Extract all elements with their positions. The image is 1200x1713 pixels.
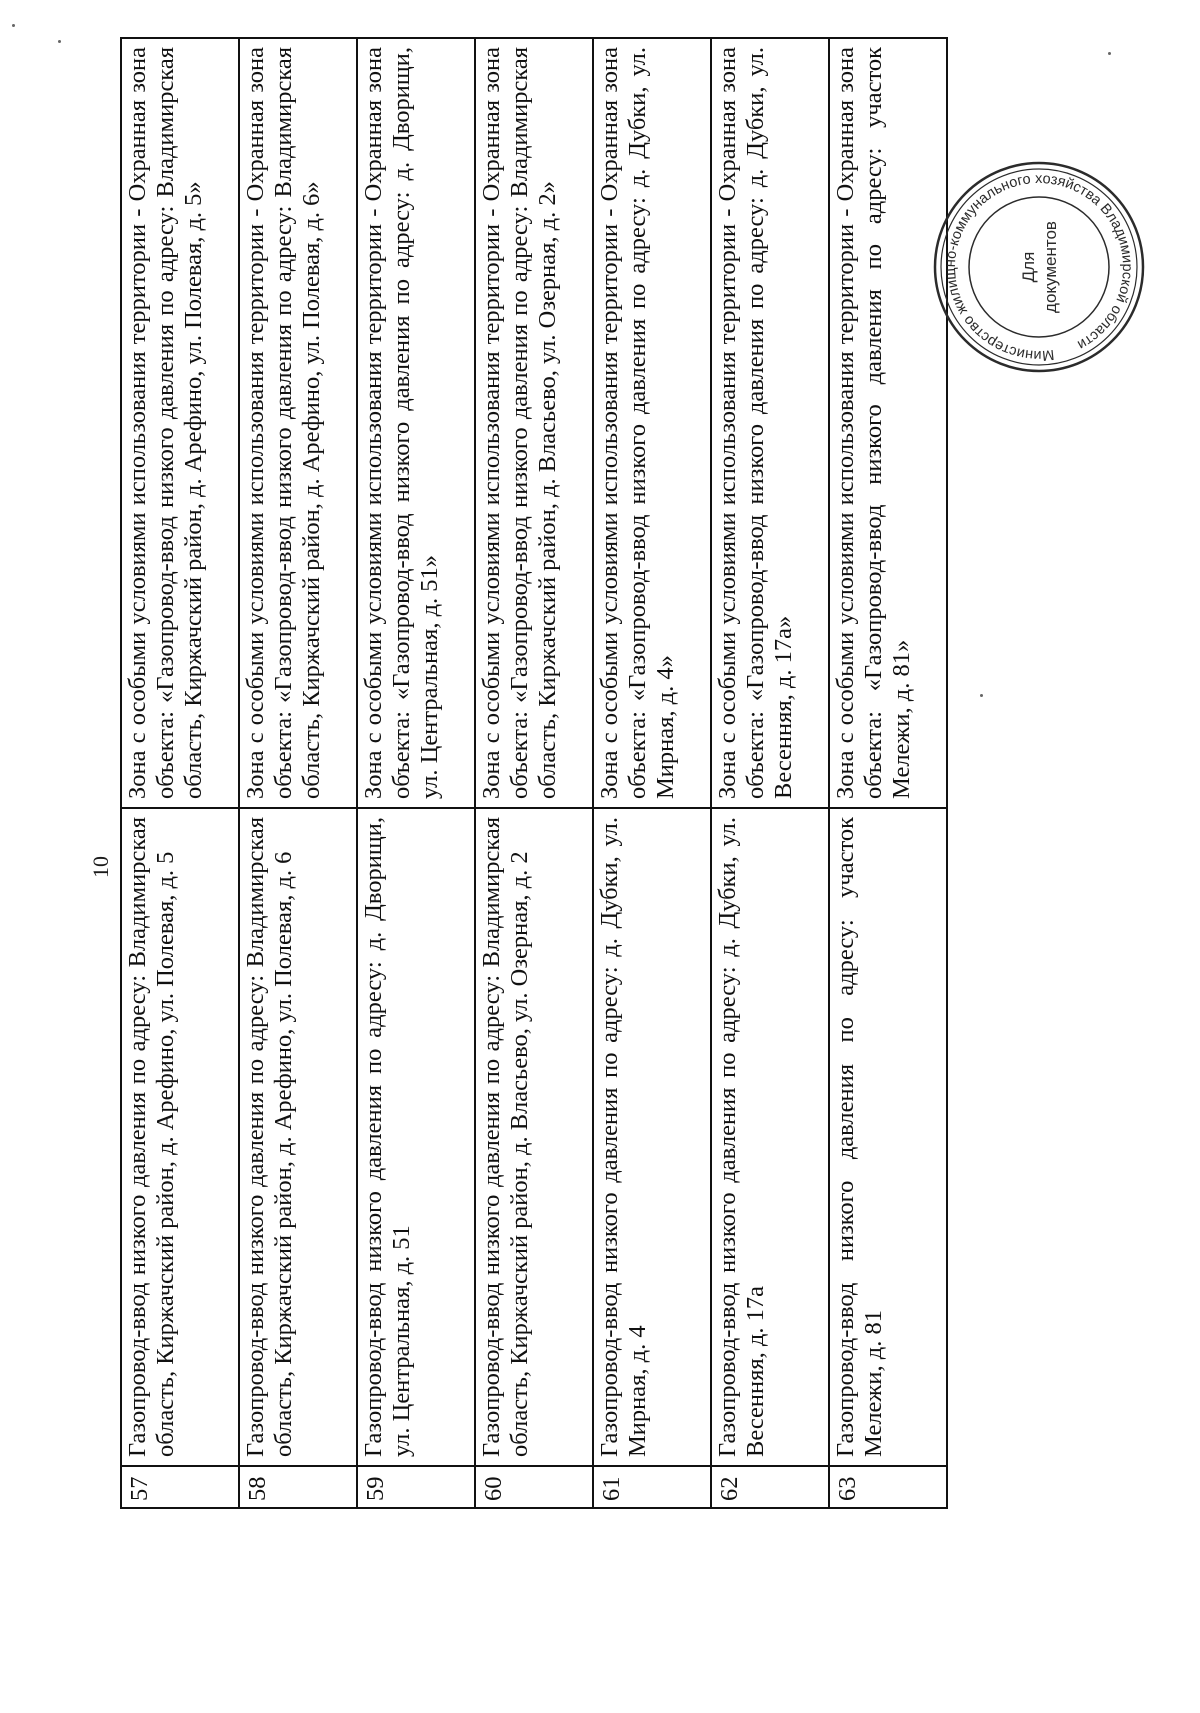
zone-description-cell: Зона с особыми условиями использования территории - Охранная зона объекта: «Газопровод-ввод низкого давления по адресу: д. Дубки, ул. Весенняя, д. 17а» (711, 38, 829, 808)
object-name-cell: Газопровод-ввод низкого давления по адресу: д. Дубки, ул. Мирная, д. 4 (593, 808, 711, 1466)
row-number: 57 (121, 1466, 239, 1508)
scan-speck (58, 40, 61, 43)
zone-description-cell: Зона с особыми условиями использования территории - Охранная зона объекта: «Газопровод-ввод низкого давления по адресу: Владимирская область, Киржачский район, д. Власьево, ул. Озерная, д. 2» (475, 38, 593, 808)
table-row (475, 38, 593, 1508)
scan-speck (980, 694, 983, 697)
object-name-cell: Газопровод-ввод низкого давления по адресу: участок Мележи, д. 81 (829, 808, 947, 1466)
zone-description-cell: Зона с особыми условиями использования территории - Охранная зона объекта: «Газопровод-ввод низкого давления по адресу: д. Дубки, ул. Мирная, д. 4» (593, 38, 711, 808)
row-number: 62 (711, 1466, 829, 1508)
stamp-outer-ring (935, 163, 1143, 371)
zone-description-cell: Зона с особыми условиями использования территории - Охранная зона объекта: «Газопровод-ввод низкого давления по адресу: Владимирская область, Киржачский район, д. Арефино, ул. Полевая, д. 5» (121, 38, 239, 808)
row-number: 59 (357, 1466, 475, 1508)
zones-table (120, 37, 948, 1509)
object-name-cell: Газопровод-ввод низкого давления по адресу: Владимирская область, Киржачский район, д. Власьево, ул. Озерная, д. 2 (475, 808, 593, 1466)
object-name-cell: Газопровод-ввод низкого давления по адресу: Владимирская область, Киржачский район, д. Арефино, ул. Полевая, д. 6 (239, 808, 357, 1466)
object-name-cell: Газопровод-ввод низкого давления по адресу: д. Дворищи, ул. Центральная, д. 51 (357, 808, 475, 1466)
rotated-page-content (120, 39, 948, 1509)
stamp-ring-text (930, 158, 1148, 376)
page-number: 10 (88, 856, 113, 878)
row-number: 61 (593, 1466, 711, 1508)
stamp-center-line1: Для (1019, 251, 1038, 283)
row-number: 63 (829, 1466, 947, 1508)
table-row (121, 38, 239, 1508)
scan-speck (1108, 52, 1111, 55)
stamp-inner-ring (969, 197, 1109, 337)
stamp-middle-ring (941, 169, 1137, 365)
table-row (711, 38, 829, 1508)
scan-speck (12, 24, 15, 27)
stamp-center-line2: документов (1041, 221, 1060, 313)
row-number: 58 (239, 1466, 357, 1508)
table-row (239, 38, 357, 1508)
table-row (593, 38, 711, 1508)
row-number: 60 (475, 1466, 593, 1508)
zone-description-cell: Зона с особыми условиями использования территории - Охранная зона объекта: «Газопровод-ввод низкого давления по адресу: д. Дворищи, ул. Центральная, д. 51» (357, 38, 475, 808)
official-stamp (930, 158, 1148, 376)
table-row (357, 38, 475, 1508)
stamp-ring-textpath: Министерство жилищно-коммунального хозяйства Владимирской области (942, 170, 1136, 364)
zone-description-cell: Зона с особыми условиями использования территории - Охранная зона объекта: «Газопровод-ввод низкого давления по адресу: Владимирская область, Киржачский район, д. Арефино, ул. Полевая, д. 6» (239, 38, 357, 808)
zone-description-cell: Зона с особыми условиями использования территории - Охранная зона объекта: «Газопровод-ввод низкого давления по адресу: участок Мележи, д. 81» (829, 38, 947, 808)
object-name-cell: Газопровод-ввод низкого давления по адресу: Владимирская область, Киржачский район, д. Арефино, ул. Полевая, д. 5 (121, 808, 239, 1466)
object-name-cell: Газопровод-ввод низкого давления по адресу: д. Дубки, ул. Весенняя, д. 17а (711, 808, 829, 1466)
